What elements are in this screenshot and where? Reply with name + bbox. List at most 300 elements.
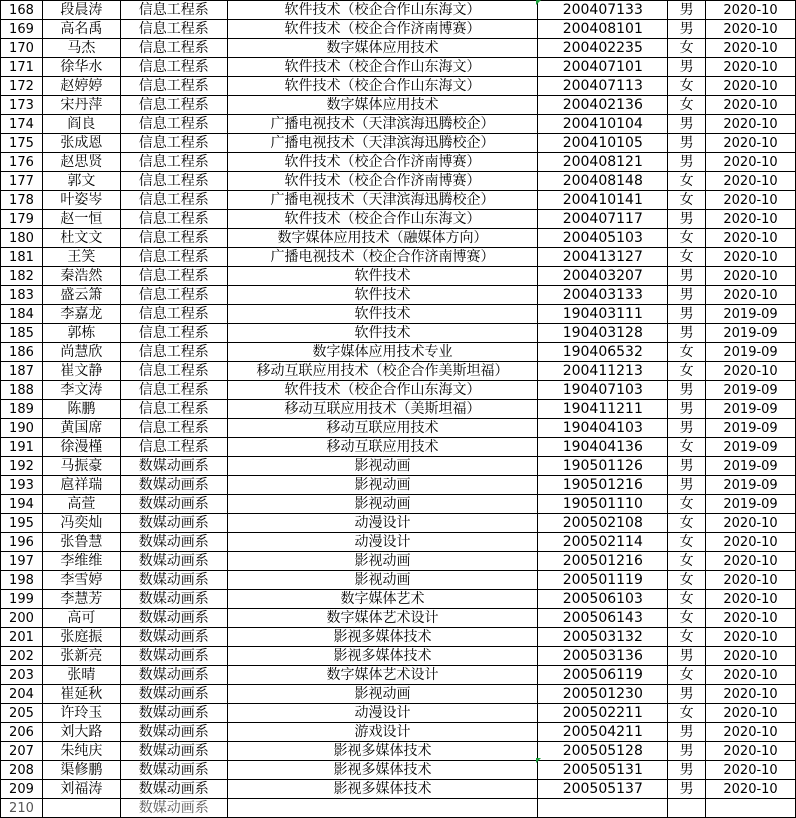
gender-cell[interactable]: 男 [668,419,706,438]
student-id-cell[interactable]: 190406532 [538,343,668,362]
student-name-cell[interactable]: 赵一恒 [42,210,120,229]
major-cell[interactable]: 动漫设计 [227,704,538,723]
enrollment-date-cell[interactable]: 2019-09 [706,381,796,400]
student-id-cell[interactable]: 200501119 [538,571,668,590]
gender-cell[interactable]: 男 [668,1,706,20]
student-id-cell[interactable]: 200405103 [538,229,668,248]
major-cell[interactable]: 影视动画 [227,476,538,495]
major-cell[interactable]: 移动互联应用技术（美斯坦福） [227,400,538,419]
department-cell[interactable]: 数媒动画系 [120,457,227,476]
table-row[interactable] [1,799,796,818]
department-cell[interactable]: 信息工程系 [120,58,227,77]
enrollment-date-cell[interactable]: 2019-09 [706,343,796,362]
enrollment-date-cell[interactable]: 2020-10 [706,685,796,704]
row-number-cell[interactable]: 172 [1,77,43,96]
student-name-cell[interactable]: 李维维 [42,552,120,571]
major-cell[interactable]: 软件技术（校企合作济南博赛） [227,153,538,172]
enrollment-date-cell[interactable]: 2020-10 [706,77,796,96]
enrollment-date-cell[interactable]: 2020-10 [706,533,796,552]
table-row[interactable] [1,153,796,172]
student-name-cell[interactable]: 高萱 [42,495,120,514]
enrollment-date-cell[interactable]: 2020-10 [706,229,796,248]
gender-cell[interactable]: 女 [668,343,706,362]
row-number-cell[interactable]: 171 [1,58,43,77]
student-id-cell[interactable]: 200407101 [538,58,668,77]
major-cell[interactable]: 软件技术（校企合作山东海文） [227,210,538,229]
student-id-cell[interactable]: 200505131 [538,761,668,780]
student-name-cell[interactable]: 马杰 [42,39,120,58]
student-id-cell[interactable]: 200502211 [538,704,668,723]
student-id-cell[interactable]: 200506119 [538,666,668,685]
enrollment-date-cell[interactable]: 2019-09 [706,400,796,419]
department-cell[interactable]: 信息工程系 [120,267,227,286]
department-cell[interactable]: 信息工程系 [120,229,227,248]
student-id-cell[interactable]: 200505128 [538,742,668,761]
row-number-cell[interactable]: 182 [1,267,43,286]
enrollment-date-cell[interactable]: 2020-10 [706,628,796,647]
gender-cell[interactable]: 男 [668,58,706,77]
gender-cell[interactable]: 女 [668,77,706,96]
major-cell[interactable]: 软件技术（校企合作济南博赛） [227,172,538,191]
student-id-cell[interactable]: 200506103 [538,590,668,609]
major-cell[interactable]: 广播电视技术（校企合作济南博赛） [227,248,538,267]
major-cell[interactable]: 数字媒体应用技术专业 [227,343,538,362]
major-cell[interactable]: 软件技术（校企合作山东海文） [227,77,538,96]
major-cell[interactable]: 影视动画 [227,685,538,704]
gender-cell[interactable]: 女 [668,552,706,571]
major-cell[interactable]: 数字媒体应用技术（融媒体方向） [227,229,538,248]
gender-cell[interactable]: 女 [668,96,706,115]
department-cell[interactable]: 信息工程系 [120,20,227,39]
gender-cell[interactable]: 男 [668,381,706,400]
table-row[interactable] [1,666,796,685]
gender-cell[interactable]: 女 [668,628,706,647]
major-cell[interactable]: 游戏设计 [227,723,538,742]
enrollment-date-cell[interactable]: 2020-10 [706,20,796,39]
enrollment-date-cell[interactable]: 2020-10 [706,666,796,685]
student-id-cell[interactable]: 190407103 [538,381,668,400]
department-cell[interactable]: 信息工程系 [120,305,227,324]
table-row[interactable] [1,210,796,229]
student-name-cell[interactable]: 黄国席 [42,419,120,438]
department-cell[interactable]: 数媒动画系 [120,742,227,761]
row-number-cell[interactable]: 180 [1,229,43,248]
table-row[interactable] [1,248,796,267]
major-cell[interactable]: 影视多媒体技术 [227,647,538,666]
student-name-cell[interactable]: 张晴 [42,666,120,685]
student-name-cell[interactable]: 杜文文 [42,229,120,248]
student-id-cell[interactable]: 200410104 [538,115,668,134]
student-id-cell[interactable]: 200503136 [538,647,668,666]
major-cell[interactable]: 动漫设计 [227,514,538,533]
gender-cell[interactable]: 男 [668,742,706,761]
student-id-cell[interactable]: 190501216 [538,476,668,495]
row-number-cell[interactable]: 204 [1,685,43,704]
department-cell[interactable]: 信息工程系 [120,248,227,267]
table-row[interactable] [1,77,796,96]
student-name-cell[interactable]: 陈鹏 [42,400,120,419]
student-id-cell[interactable]: 200413127 [538,248,668,267]
major-cell[interactable]: 软件技术（校企合作济南博赛） [227,20,538,39]
enrollment-date-cell[interactable]: 2020-10 [706,571,796,590]
row-number-cell[interactable]: 175 [1,134,43,153]
student-name-cell[interactable]: 徐漫槿 [42,438,120,457]
enrollment-date-cell[interactable]: 2020-10 [706,191,796,210]
student-name-cell[interactable]: 秦浩然 [42,267,120,286]
row-number-cell[interactable]: 196 [1,533,43,552]
department-cell[interactable]: 信息工程系 [120,134,227,153]
department-cell[interactable]: 信息工程系 [120,419,227,438]
department-cell[interactable]: 数媒动画系 [120,571,227,590]
table-row[interactable] [1,438,796,457]
enrollment-date-cell[interactable]: 2020-10 [706,115,796,134]
student-name-cell[interactable]: 阎良 [42,115,120,134]
gender-cell[interactable]: 女 [668,495,706,514]
row-number-cell[interactable]: 189 [1,400,43,419]
table-row[interactable] [1,533,796,552]
gender-cell[interactable]: 女 [668,590,706,609]
enrollment-date-cell[interactable]: 2020-10 [706,761,796,780]
major-cell[interactable]: 软件技术（校企合作山东海文） [227,58,538,77]
table-row[interactable] [1,704,796,723]
department-cell[interactable]: 信息工程系 [120,39,227,58]
student-id-cell[interactable]: 200402136 [538,96,668,115]
row-number-cell[interactable]: 208 [1,761,43,780]
major-cell[interactable]: 影视多媒体技术 [227,780,538,799]
student-id-cell[interactable]: 200504211 [538,723,668,742]
major-cell[interactable]: 移动互联应用技术（校企合作美斯坦福） [227,362,538,381]
enrollment-date-cell[interactable]: 2019-09 [706,457,796,476]
row-number-cell[interactable]: 206 [1,723,43,742]
row-number-cell[interactable]: 168 [1,1,43,20]
student-id-cell[interactable]: 200403133 [538,286,668,305]
major-cell[interactable]: 广播电视技术（天津滨海迅腾校企） [227,191,538,210]
row-number-cell[interactable]: 207 [1,742,43,761]
row-number-cell[interactable]: 210 [1,799,43,818]
student-name-cell[interactable]: 刘福涛 [42,780,120,799]
row-number-cell[interactable]: 186 [1,343,43,362]
table-row[interactable] [1,1,796,20]
major-cell[interactable]: 影视多媒体技术 [227,761,538,780]
gender-cell[interactable]: 女 [668,514,706,533]
table-row[interactable] [1,305,796,324]
student-id-cell[interactable]: 200410141 [538,191,668,210]
student-name-cell[interactable]: 宋丹萍 [42,96,120,115]
student-id-cell[interactable]: 200408101 [538,20,668,39]
department-cell[interactable]: 数媒动画系 [120,514,227,533]
enrollment-date-cell[interactable]: 2019-09 [706,476,796,495]
department-cell[interactable]: 数媒动画系 [120,799,227,818]
student-name-cell[interactable]: 盛云箫 [42,286,120,305]
department-cell[interactable]: 数媒动画系 [120,704,227,723]
table-row[interactable] [1,362,796,381]
department-cell[interactable]: 数媒动画系 [120,723,227,742]
major-cell[interactable]: 广播电视技术（天津滨海迅腾校企） [227,115,538,134]
student-name-cell[interactable]: 许玲玉 [42,704,120,723]
gender-cell[interactable]: 女 [668,704,706,723]
gender-cell[interactable]: 男 [668,115,706,134]
table-row[interactable] [1,324,796,343]
enrollment-date-cell[interactable]: 2020-10 [706,58,796,77]
gender-cell[interactable]: 男 [668,761,706,780]
department-cell[interactable]: 信息工程系 [120,115,227,134]
table-row[interactable] [1,134,796,153]
student-id-cell[interactable]: 190403111 [538,305,668,324]
row-number-cell[interactable]: 169 [1,20,43,39]
gender-cell[interactable]: 男 [668,286,706,305]
department-cell[interactable]: 数媒动画系 [120,666,227,685]
student-id-cell[interactable]: 190404136 [538,438,668,457]
table-row[interactable] [1,761,796,780]
major-cell[interactable]: 移动互联应用技术 [227,438,538,457]
row-number-cell[interactable]: 187 [1,362,43,381]
enrollment-date-cell[interactable]: 2020-10 [706,172,796,191]
department-cell[interactable]: 信息工程系 [120,96,227,115]
gender-cell[interactable]: 男 [668,723,706,742]
department-cell[interactable]: 信息工程系 [120,77,227,96]
department-cell[interactable]: 信息工程系 [120,191,227,210]
row-number-cell[interactable]: 190 [1,419,43,438]
gender-cell[interactable]: 男 [668,20,706,39]
major-cell[interactable]: 影视动画 [227,571,538,590]
table-row[interactable] [1,457,796,476]
student-name-cell[interactable]: 刘大路 [42,723,120,742]
enrollment-date-cell[interactable] [706,799,796,818]
enrollment-date-cell[interactable]: 2020-10 [706,39,796,58]
gender-cell[interactable]: 女 [668,248,706,267]
enrollment-date-cell[interactable]: 2020-10 [706,286,796,305]
gender-cell[interactable]: 女 [668,191,706,210]
row-number-cell[interactable]: 198 [1,571,43,590]
table-row[interactable] [1,58,796,77]
department-cell[interactable]: 数媒动画系 [120,476,227,495]
gender-cell[interactable]: 女 [668,229,706,248]
student-name-cell[interactable]: 高可 [42,609,120,628]
student-name-cell[interactable]: 李慧芳 [42,590,120,609]
student-id-cell[interactable]: 200411213 [538,362,668,381]
student-id-cell[interactable]: 200503132 [538,628,668,647]
row-number-cell[interactable]: 191 [1,438,43,457]
student-name-cell[interactable] [42,799,120,818]
major-cell[interactable]: 影视多媒体技术 [227,628,538,647]
table-row[interactable] [1,286,796,305]
enrollment-date-cell[interactable]: 2020-10 [706,362,796,381]
table-row[interactable] [1,191,796,210]
department-cell[interactable]: 数媒动画系 [120,647,227,666]
gender-cell[interactable]: 男 [668,324,706,343]
enrollment-date-cell[interactable]: 2020-10 [706,590,796,609]
major-cell[interactable]: 软件技术（校企合作山东海文） [227,1,538,20]
student-name-cell[interactable]: 扈祥瑞 [42,476,120,495]
enrollment-date-cell[interactable]: 2020-10 [706,514,796,533]
student-name-cell[interactable]: 李嘉龙 [42,305,120,324]
department-cell[interactable]: 信息工程系 [120,286,227,305]
enrollment-date-cell[interactable]: 2020-10 [706,647,796,666]
major-cell[interactable]: 软件技术（校企合作山东海文） [227,381,538,400]
row-number-cell[interactable]: 202 [1,647,43,666]
row-number-cell[interactable]: 183 [1,286,43,305]
student-name-cell[interactable]: 赵婷婷 [42,77,120,96]
enrollment-date-cell[interactable]: 2020-10 [706,552,796,571]
enrollment-date-cell[interactable]: 2020-10 [706,704,796,723]
table-row[interactable] [1,39,796,58]
gender-cell[interactable]: 男 [668,400,706,419]
row-number-cell[interactable]: 170 [1,39,43,58]
gender-cell[interactable]: 女 [668,609,706,628]
enrollment-date-cell[interactable]: 2020-10 [706,210,796,229]
row-number-cell[interactable]: 201 [1,628,43,647]
major-cell[interactable]: 数字媒体艺术设计 [227,666,538,685]
gender-cell[interactable]: 女 [668,39,706,58]
student-id-cell[interactable]: 200502108 [538,514,668,533]
student-id-cell[interactable]: 200402235 [538,39,668,58]
department-cell[interactable]: 数媒动画系 [120,495,227,514]
gender-cell[interactable]: 男 [668,305,706,324]
student-id-cell[interactable]: 200408148 [538,172,668,191]
gender-cell[interactable]: 男 [668,153,706,172]
gender-cell[interactable]: 男 [668,134,706,153]
major-cell[interactable]: 软件技术 [227,324,538,343]
department-cell[interactable]: 数媒动画系 [120,780,227,799]
row-number-cell[interactable]: 197 [1,552,43,571]
major-cell[interactable]: 移动互联应用技术 [227,419,538,438]
table-row[interactable] [1,229,796,248]
major-cell[interactable]: 软件技术 [227,286,538,305]
enrollment-date-cell[interactable]: 2020-10 [706,780,796,799]
gender-cell[interactable] [668,799,706,818]
student-id-cell[interactable]: 200506143 [538,609,668,628]
student-name-cell[interactable]: 李文涛 [42,381,120,400]
enrollment-date-cell[interactable]: 2020-10 [706,267,796,286]
table-row[interactable] [1,780,796,799]
student-name-cell[interactable]: 渠修鹏 [42,761,120,780]
table-row[interactable] [1,115,796,134]
student-id-cell[interactable]: 190403128 [538,324,668,343]
row-number-cell[interactable]: 194 [1,495,43,514]
department-cell[interactable]: 数媒动画系 [120,533,227,552]
department-cell[interactable]: 信息工程系 [120,324,227,343]
enrollment-date-cell[interactable]: 2020-10 [706,742,796,761]
major-cell[interactable] [227,799,538,818]
row-number-cell[interactable]: 195 [1,514,43,533]
student-name-cell[interactable]: 张鲁慧 [42,533,120,552]
department-cell[interactable]: 信息工程系 [120,381,227,400]
department-cell[interactable]: 数媒动画系 [120,609,227,628]
table-row[interactable] [1,20,796,39]
gender-cell[interactable]: 女 [668,172,706,191]
table-row[interactable] [1,609,796,628]
enrollment-date-cell[interactable]: 2020-10 [706,134,796,153]
student-name-cell[interactable]: 尚慧欣 [42,343,120,362]
gender-cell[interactable]: 女 [668,438,706,457]
student-id-cell[interactable]: 200408121 [538,153,668,172]
student-id-cell[interactable]: 200407113 [538,77,668,96]
row-number-cell[interactable]: 184 [1,305,43,324]
enrollment-date-cell[interactable]: 2020-10 [706,96,796,115]
gender-cell[interactable]: 男 [668,210,706,229]
department-cell[interactable]: 信息工程系 [120,362,227,381]
major-cell[interactable]: 影视多媒体技术 [227,742,538,761]
student-name-cell[interactable]: 徐华水 [42,58,120,77]
student-id-cell[interactable]: 200410105 [538,134,668,153]
student-name-cell[interactable]: 高名禹 [42,20,120,39]
row-number-cell[interactable]: 188 [1,381,43,400]
student-name-cell[interactable]: 郭文 [42,172,120,191]
row-number-cell[interactable]: 199 [1,590,43,609]
department-cell[interactable]: 数媒动画系 [120,628,227,647]
table-row[interactable] [1,400,796,419]
student-name-cell[interactable]: 段晨涛 [42,1,120,20]
table-row[interactable] [1,476,796,495]
student-id-cell[interactable]: 200407117 [538,210,668,229]
student-id-cell[interactable]: 200502114 [538,533,668,552]
enrollment-date-cell[interactable]: 2019-09 [706,419,796,438]
major-cell[interactable]: 影视动画 [227,495,538,514]
table-row[interactable] [1,172,796,191]
enrollment-date-cell[interactable]: 2020-10 [706,723,796,742]
major-cell[interactable]: 数字媒体艺术 [227,590,538,609]
student-id-cell[interactable]: 190404103 [538,419,668,438]
department-cell[interactable]: 数媒动画系 [120,552,227,571]
department-cell[interactable]: 信息工程系 [120,400,227,419]
table-row[interactable] [1,343,796,362]
department-cell[interactable]: 信息工程系 [120,172,227,191]
row-number-cell[interactable]: 176 [1,153,43,172]
table-row[interactable] [1,267,796,286]
student-id-cell[interactable]: 190501126 [538,457,668,476]
major-cell[interactable]: 广播电视技术（天津滨海迅腾校企） [227,134,538,153]
row-number-cell[interactable]: 177 [1,172,43,191]
student-id-cell[interactable]: 200505137 [538,780,668,799]
student-name-cell[interactable]: 朱纯庆 [42,742,120,761]
table-row[interactable] [1,381,796,400]
department-cell[interactable]: 数媒动画系 [120,685,227,704]
gender-cell[interactable]: 女 [668,533,706,552]
student-name-cell[interactable]: 张新亮 [42,647,120,666]
table-row[interactable] [1,419,796,438]
enrollment-date-cell[interactable]: 2019-09 [706,495,796,514]
gender-cell[interactable]: 男 [668,457,706,476]
department-cell[interactable]: 信息工程系 [120,153,227,172]
gender-cell[interactable]: 男 [668,267,706,286]
major-cell[interactable]: 软件技术 [227,267,538,286]
enrollment-date-cell[interactable]: 2020-10 [706,248,796,267]
major-cell[interactable]: 影视动画 [227,552,538,571]
student-id-cell[interactable]: 200501230 [538,685,668,704]
row-number-cell[interactable]: 200 [1,609,43,628]
student-id-cell[interactable] [538,799,668,818]
table-row[interactable] [1,514,796,533]
gender-cell[interactable]: 男 [668,647,706,666]
row-number-cell[interactable]: 205 [1,704,43,723]
major-cell[interactable]: 数字媒体应用技术 [227,96,538,115]
department-cell[interactable]: 信息工程系 [120,210,227,229]
row-number-cell[interactable]: 178 [1,191,43,210]
gender-cell[interactable]: 女 [668,362,706,381]
table-row[interactable] [1,552,796,571]
student-name-cell[interactable]: 崔文静 [42,362,120,381]
row-number-cell[interactable]: 203 [1,666,43,685]
student-name-cell[interactable]: 李雪婷 [42,571,120,590]
gender-cell[interactable]: 男 [668,685,706,704]
row-number-cell[interactable]: 185 [1,324,43,343]
gender-cell[interactable]: 女 [668,666,706,685]
department-cell[interactable]: 信息工程系 [120,343,227,362]
row-number-cell[interactable]: 179 [1,210,43,229]
row-number-cell[interactable]: 192 [1,457,43,476]
row-number-cell[interactable]: 174 [1,115,43,134]
enrollment-date-cell[interactable]: 2020-10 [706,153,796,172]
